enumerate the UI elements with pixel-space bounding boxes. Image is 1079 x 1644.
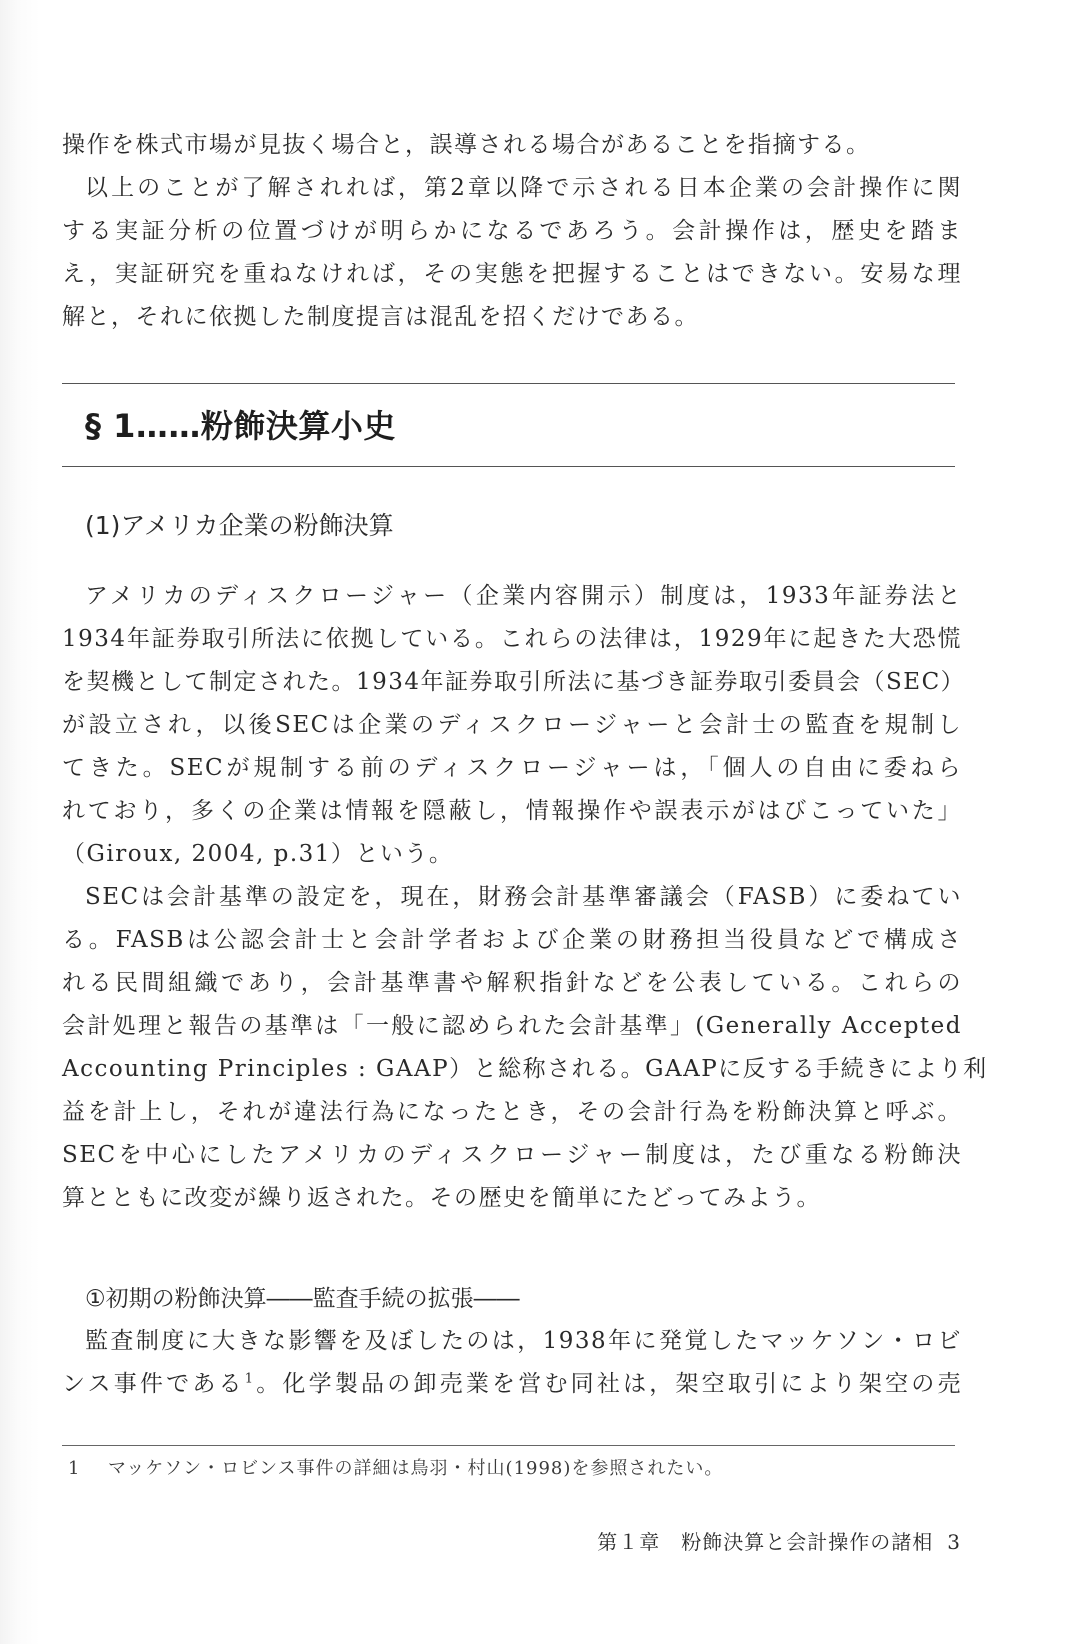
body2-line-2: る。FASBは公認会計士と会計学者および企業の財務担当役員などで構成さ [62, 927, 962, 953]
intro-line-4: え，実証研究を重ねなければ，その実態を把握することはできない。安易な理 [62, 261, 962, 287]
page-number: 3 [947, 1530, 961, 1554]
chapter-title: 第１章 粉飾決算と会計操作の諸相 [597, 1530, 934, 1554]
body-paragraph-3 [62, 1320, 962, 1406]
body1-line-3: を契機として制定された。1934年証券取引所法に基づき証券取引委員会（SEC） [62, 669, 966, 695]
body1-line-7: （Giroux, 2004, p.31）という。 [62, 841, 454, 867]
body2-line-7: SECを中心にしたアメリカのディスクロージャー制度は，たび重なる粉飾決 [62, 1142, 962, 1168]
body1-line-5: てきた。SECが規制する前のディスクロージャーは，「個人の自由に委ねら [62, 755, 962, 781]
body2-line-5: Accounting Principles : GAAP）と総称される。GAAPに反する手続きにより利 [62, 1056, 988, 1082]
body2-line-6: 益を計上し，それが違法行為になったとき，その会計行為を粉飾決算と呼ぶ。 [62, 1099, 962, 1125]
footnote-reference[interactable]: 1 [244, 1371, 255, 1387]
body2-line-1: SECは会計基準の設定を，現在，財務会計基準審議会（FASB）に委ねてい [85, 884, 962, 910]
body2-line-8: 算とともに改変が繰り返された。その歴史を簡単にたどってみよう。 [62, 1185, 822, 1211]
body-paragraph-1 [62, 575, 966, 876]
body3-line-2-start: ンス事件である [62, 1371, 245, 1397]
running-footer [597, 1527, 961, 1557]
body2-line-3: れる民間組織であり，会計基準書や解釈指針などを公表している。これらの [62, 970, 962, 996]
intro-line-5: 解と，それに依拠した制度提言は混乱を招くだけである。 [62, 304, 699, 330]
subsubsection-heading: ①初期の粉飾決算――監査手続の拡張―― [85, 1286, 520, 1312]
body1-line-2: 1934年証券取引所法に依拠している。これらの法律は，1929年に起きた大恐慌 [62, 626, 962, 652]
intro-paragraph [62, 124, 962, 339]
body3-line-2-end: 。化学製品の卸売業を営む同社は，架空取引により架空の売 [254, 1371, 962, 1397]
subsection-heading: (1)アメリカ企業の粉飾決算 [85, 511, 394, 540]
body3-line-1: 監査制度に大きな影響を及ぼしたのは，1938年に発覚したマッケソン・ロビ [85, 1328, 962, 1354]
footnote-number: 1 [68, 1458, 81, 1479]
footnote-rule [62, 1445, 955, 1446]
footnote [62, 1454, 723, 1484]
intro-line-3: する実証分析の位置づけが明らかになるであろう。会計操作は，歴史を踏ま [62, 218, 962, 244]
body1-line-1: アメリカのディスクロージャー（企業内容開示）制度は，1933年証券法と [85, 583, 962, 609]
footnote-text: マッケソン・ロビンス事件の詳細は鳥羽・村山(1998)を参照されたい。 [108, 1458, 724, 1479]
body2-line-4: 会計処理と報告の基準は「一般に認められた会計基準」(Generally Accepted [62, 1013, 962, 1039]
intro-line-1: 操作を株式市場が見抜く場合と，誤導される場合があることを指摘する。 [62, 132, 871, 158]
body1-line-4: が設立され，以後SECは企業のディスクロージャーと会計士の監査を規制し [62, 712, 962, 738]
body3-line-2 [62, 1363, 962, 1406]
body-paragraph-2 [62, 876, 988, 1220]
intro-line-2: 以上のことが了解されれば，第2章以降で示される日本企業の会計操作に関 [85, 175, 962, 201]
section-heading: § 1……粉飾決算小史 [85, 407, 396, 445]
body1-line-6: れており，多くの企業は情報を隠蔽し，情報操作や誤表示がはびこっていた」 [62, 798, 962, 824]
section-top-rule [62, 383, 955, 384]
section-bottom-rule [62, 466, 955, 467]
